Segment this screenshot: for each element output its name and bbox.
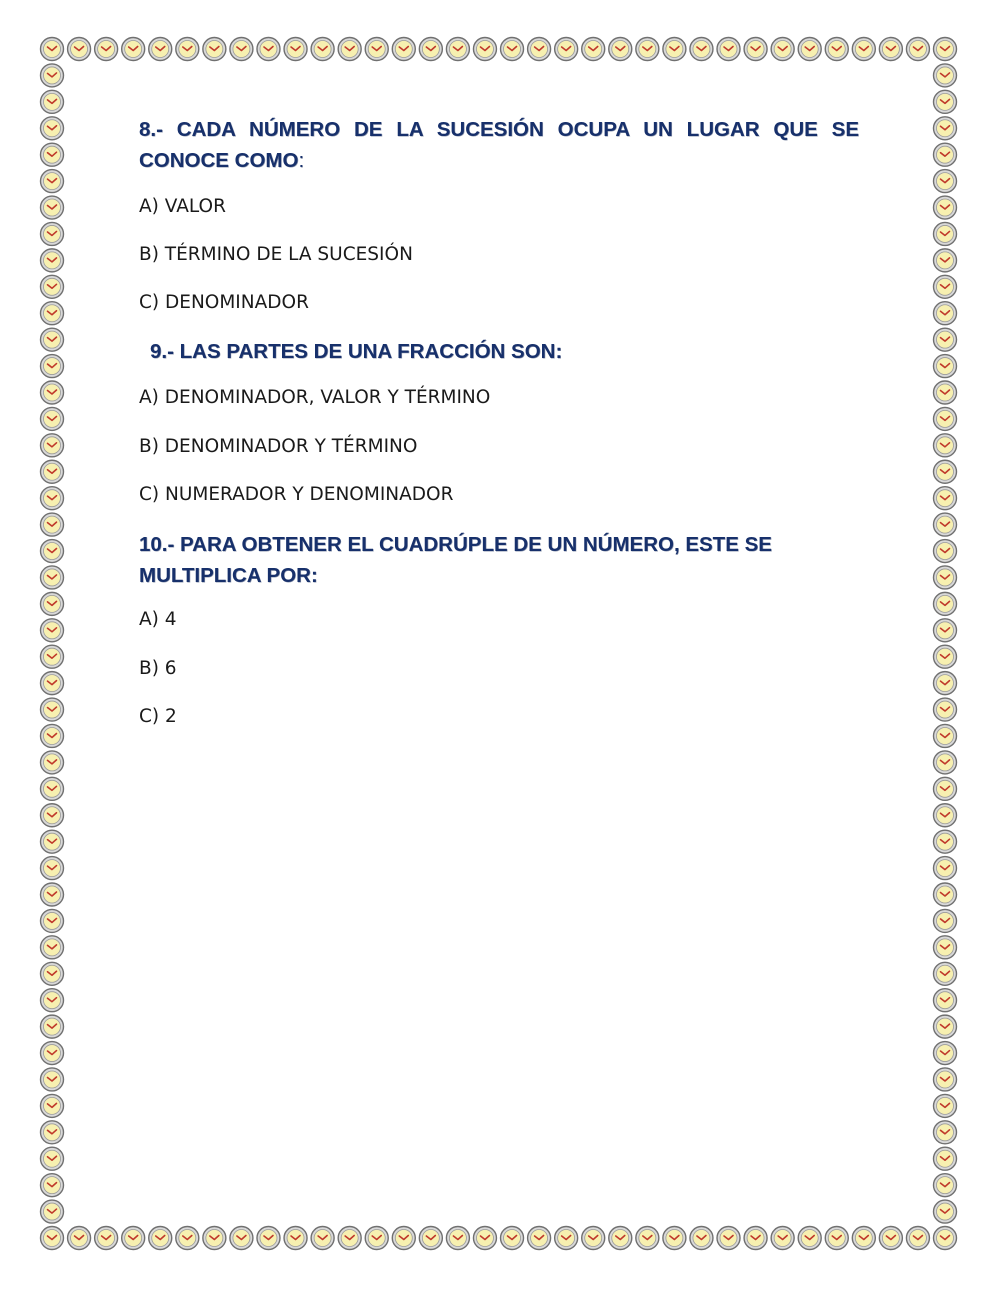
clock-icon <box>555 1227 578 1250</box>
clock-icon <box>934 1147 957 1170</box>
clock-icon <box>934 804 957 827</box>
clock-icon <box>41 724 64 747</box>
clock-icon <box>934 1042 957 1065</box>
clock-icon <box>934 64 957 87</box>
clock-icon <box>825 1227 848 1250</box>
clock-icon <box>41 460 64 483</box>
clock-icon <box>41 909 64 932</box>
clock-icon <box>257 38 280 61</box>
clock-icon <box>176 38 199 61</box>
question-10-text: 10.- PARA OBTENER EL CUADRÚPLE DE UN NÚMERO, ESTE SE MULTIPLICA POR: <box>139 533 772 587</box>
clock-icon <box>690 1227 713 1250</box>
clock-icon <box>311 1227 334 1250</box>
clock-icon <box>41 1147 64 1170</box>
clock-icon <box>528 1227 551 1250</box>
clock-icon <box>934 566 957 589</box>
clock-icon <box>41 249 64 272</box>
clock-icon <box>149 38 172 61</box>
clock-icon <box>419 1227 442 1250</box>
clock-icon <box>934 302 957 325</box>
clock-icon <box>934 1094 957 1117</box>
clock-icon <box>419 38 442 61</box>
question-9-text: 9.- LAS PARTES DE UNA FRACCIÓN SON: <box>150 340 563 363</box>
clock-icon <box>41 830 64 853</box>
clock-icon <box>41 90 64 113</box>
clock-icon <box>744 1227 767 1250</box>
clock-icon <box>717 38 740 61</box>
clock-icon <box>338 38 361 61</box>
clock-icon <box>663 38 686 61</box>
clock-icon <box>852 1227 875 1250</box>
clock-icon <box>68 1227 91 1250</box>
clock-icon <box>934 381 957 404</box>
clock-icon <box>41 143 64 166</box>
clock-icon <box>41 355 64 378</box>
clock-icon <box>934 830 957 853</box>
clock-icon <box>338 1227 361 1250</box>
clock-icon <box>41 1227 64 1250</box>
clock-icon <box>41 1121 64 1144</box>
clock-icon <box>41 883 64 906</box>
clock-icon <box>41 672 64 695</box>
clock-icon <box>311 38 334 61</box>
clock-icon <box>934 540 957 563</box>
clock-icon <box>934 1200 957 1223</box>
clock-icon <box>934 619 957 642</box>
clock-icon <box>582 1227 605 1250</box>
clock-icon <box>609 38 632 61</box>
clock-icon <box>41 302 64 325</box>
clock-icon <box>906 1227 929 1250</box>
clock-icon <box>122 1227 145 1250</box>
clock-icon <box>284 1227 307 1250</box>
clock-icon <box>41 619 64 642</box>
clock-icon <box>257 1227 280 1250</box>
clock-icon <box>934 434 957 457</box>
clock-icon <box>934 1068 957 1091</box>
clock-icon <box>934 1121 957 1144</box>
clock-icon <box>41 777 64 800</box>
clock-icon <box>230 1227 253 1250</box>
clock-icon <box>934 196 957 219</box>
clock-icon <box>41 328 64 351</box>
clock-icon <box>446 1227 469 1250</box>
question-8-option-b: B) TÉRMINO DE LA SUCESIÓN <box>139 244 413 265</box>
question-8 <box>139 114 859 176</box>
clock-icon <box>717 1227 740 1250</box>
clock-icon <box>825 38 848 61</box>
clock-icon <box>41 751 64 774</box>
clock-icon <box>934 249 957 272</box>
clock-icon <box>41 936 64 959</box>
question-9 <box>150 336 870 367</box>
clock-icon <box>934 90 957 113</box>
clock-icon <box>934 487 957 510</box>
clock-icon <box>934 513 957 536</box>
clock-icon <box>934 407 957 430</box>
clock-icon <box>798 38 821 61</box>
clock-icon <box>203 38 226 61</box>
clock-icon <box>41 804 64 827</box>
clock-icon <box>934 1015 957 1038</box>
clock-icon <box>41 1068 64 1091</box>
clock-icon <box>934 645 957 668</box>
question-9-option-a: A) DENOMINADOR, VALOR Y TÉRMINO <box>139 387 491 408</box>
clock-icon <box>41 857 64 880</box>
clock-icon <box>934 275 957 298</box>
question-10-option-a: A) 4 <box>139 609 177 630</box>
clock-icon <box>41 434 64 457</box>
clock-icon <box>230 38 253 61</box>
clock-icon <box>41 1174 64 1197</box>
clock-icon <box>934 962 957 985</box>
question-10-option-c: C) 2 <box>139 706 177 727</box>
clock-icon <box>934 672 957 695</box>
clock-icon <box>555 38 578 61</box>
clock-icon <box>582 38 605 61</box>
clock-icon <box>41 1042 64 1065</box>
question-8-text: 8.- CADA NÚMERO DE LA SUCESIÓN OCUPA UN LUGAR QUE SE CONOCE COMO <box>139 118 859 172</box>
question-9-option-b: B) DENOMINADOR Y TÉRMINO <box>139 436 418 457</box>
clock-icon <box>934 328 957 351</box>
clock-icon <box>934 222 957 245</box>
clock-icon <box>41 487 64 510</box>
question-8-option-a: A) VALOR <box>139 196 226 217</box>
clock-icon <box>149 1227 172 1250</box>
clock-icon <box>365 1227 388 1250</box>
clock-icon <box>609 1227 632 1250</box>
clock-icon <box>663 1227 686 1250</box>
clock-icon <box>501 38 524 61</box>
clock-icon <box>473 1227 496 1250</box>
clock-icon <box>934 936 957 959</box>
clock-icon <box>284 38 307 61</box>
clock-icon <box>41 117 64 140</box>
clock-icon <box>41 170 64 193</box>
clock-icon <box>176 1227 199 1250</box>
clock-icon <box>41 275 64 298</box>
question-8-colon: : <box>298 149 305 172</box>
clock-icon <box>203 1227 226 1250</box>
clock-icon <box>41 407 64 430</box>
question-10 <box>139 529 859 591</box>
clock-icon <box>392 38 415 61</box>
clock-icon <box>771 1227 794 1250</box>
clock-icon <box>41 1015 64 1038</box>
clock-icon <box>41 64 64 87</box>
clock-icon <box>934 751 957 774</box>
clock-icon <box>41 222 64 245</box>
clock-icon <box>41 540 64 563</box>
clock-icon <box>636 38 659 61</box>
clock-icon <box>879 38 902 61</box>
clock-icon <box>934 592 957 615</box>
clock-icon <box>798 1227 821 1250</box>
clock-icon <box>501 1227 524 1250</box>
clock-icon <box>122 38 145 61</box>
clock-icon <box>365 38 388 61</box>
clock-icon <box>41 989 64 1012</box>
clock-icon <box>744 38 767 61</box>
clock-icon <box>41 1094 64 1117</box>
clock-icon <box>95 1227 118 1250</box>
clock-icon <box>690 38 713 61</box>
clock-icon <box>934 698 957 721</box>
clock-icon <box>906 38 929 61</box>
question-8-option-c: C) DENOMINADOR <box>139 292 309 313</box>
clock-icon <box>934 724 957 747</box>
question-10-option-b: B) 6 <box>139 658 177 679</box>
clock-icon <box>41 698 64 721</box>
clock-icon <box>392 1227 415 1250</box>
clock-icon <box>41 196 64 219</box>
clock-icon <box>852 38 875 61</box>
clock-icon <box>934 1227 957 1250</box>
clock-icon <box>68 38 91 61</box>
clock-icon <box>934 989 957 1012</box>
clock-icon <box>934 909 957 932</box>
clock-icon <box>41 1200 64 1223</box>
clock-icon <box>95 38 118 61</box>
clock-icon <box>934 777 957 800</box>
clock-icon <box>473 38 496 61</box>
clock-icon <box>771 38 794 61</box>
clock-icon <box>636 1227 659 1250</box>
clock-icon <box>41 592 64 615</box>
clock-icon <box>934 883 957 906</box>
clock-icon <box>41 645 64 668</box>
clock-icon <box>879 1227 902 1250</box>
clock-icon <box>934 38 957 61</box>
clock-icon <box>528 38 551 61</box>
clock-icon <box>446 38 469 61</box>
clock-icon <box>934 857 957 880</box>
clock-icon <box>41 38 64 61</box>
clock-icon <box>41 513 64 536</box>
clock-icon <box>934 355 957 378</box>
question-9-option-c: C) NUMERADOR Y DENOMINADOR <box>139 484 454 505</box>
clock-icon <box>934 170 957 193</box>
clock-icon <box>934 143 957 166</box>
clock-icon <box>934 117 957 140</box>
clock-icon <box>41 566 64 589</box>
clock-icon <box>41 962 64 985</box>
clock-icon <box>41 381 64 404</box>
clock-icon <box>934 1174 957 1197</box>
clock-icon <box>934 460 957 483</box>
